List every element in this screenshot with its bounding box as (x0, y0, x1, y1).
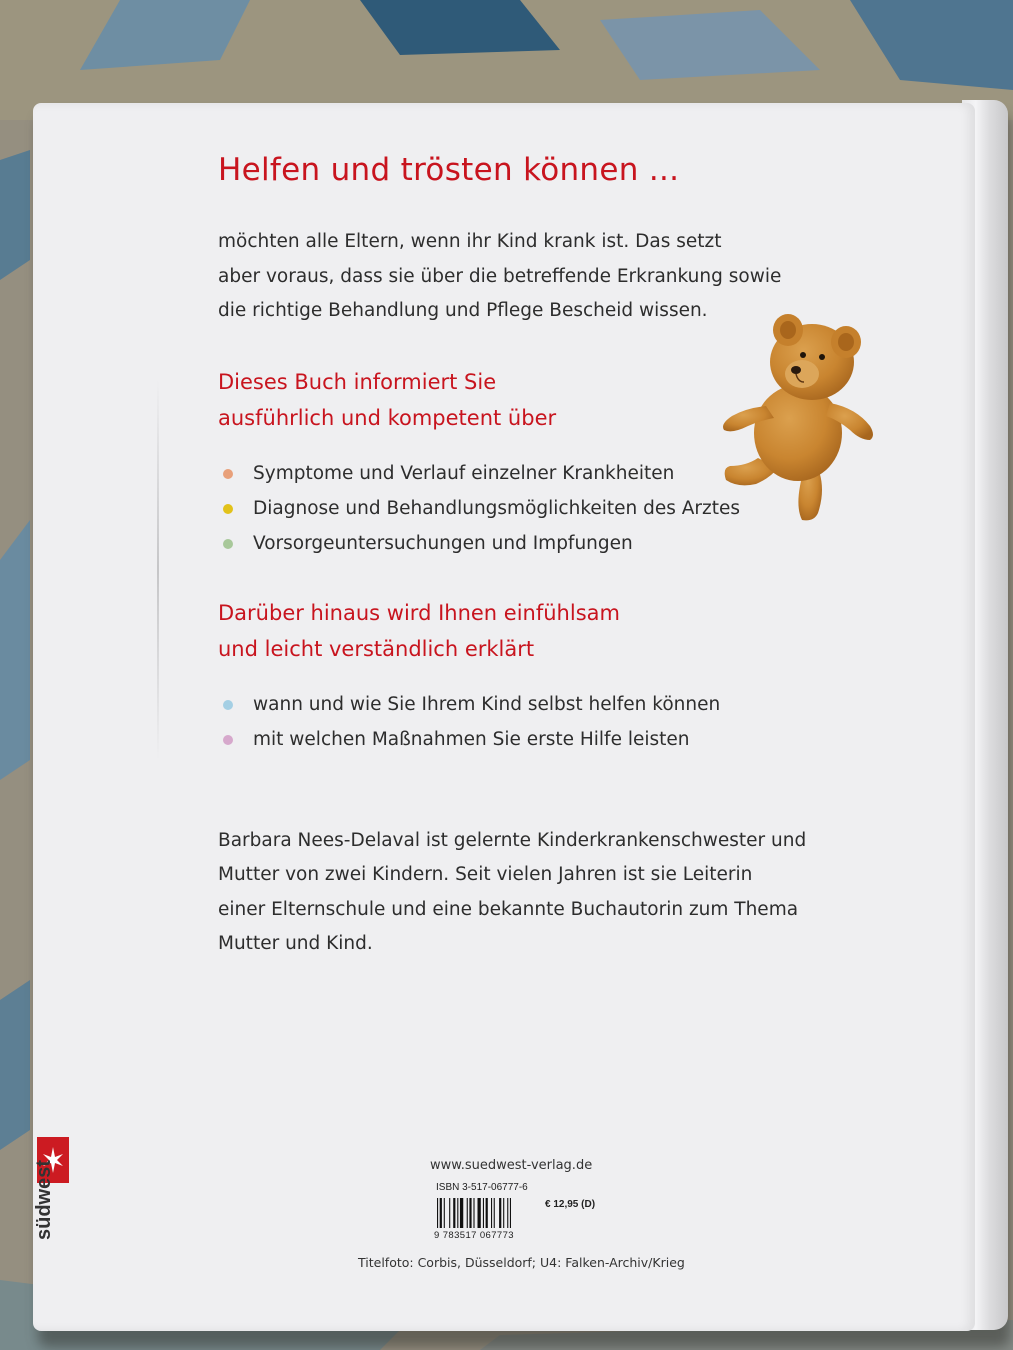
publisher-website: www.suedwest-verlag.de (430, 1158, 593, 1173)
list-item (218, 526, 740, 561)
bullet-dot (223, 504, 233, 514)
section1-heading: Dieses Buch informiert Sie (218, 370, 497, 394)
list-item-text: Diagnose und Behandlungsmöglichkeiten des Arztes (253, 498, 741, 519)
section1-heading: ausführlich und kompetent über (218, 406, 557, 430)
barcode (437, 1198, 541, 1228)
author-bio-line: Mutter und Kind. (218, 933, 373, 954)
list-item (218, 456, 740, 491)
list-item (218, 687, 720, 722)
list-item-text: Vorsorgeuntersuchungen und Impfungen (253, 533, 633, 554)
list-item-text: mit welchen Maßnahmen Sie erste Hilfe leisten (253, 729, 690, 750)
bullet-dot (223, 539, 233, 549)
cover-crease (157, 380, 159, 760)
photo-credits: Titelfoto: Corbis, Düsseldorf; U4: Falken-Archiv/Krieg (358, 1255, 685, 1270)
list-item-text: wann und wie Sie Ihrem Kind selbst helfen können (253, 694, 721, 715)
section2-heading: Darüber hinaus wird Ihnen einfühlsam (218, 601, 620, 625)
author-bio-line: Barbara Nees-Delaval ist gelernte Kinderkrankenschwester und (218, 830, 807, 851)
intro-line: die richtige Behandlung und Pflege Bescheid wissen. (218, 300, 708, 321)
isbn: ISBN 3-517-06777-6 (436, 1182, 528, 1193)
bullet-dot (223, 469, 233, 479)
section2-heading: und leicht verständlich erklärt (218, 637, 535, 661)
section2-list (218, 687, 720, 757)
section1-list (218, 456, 740, 561)
list-item-text: Symptome und Verlauf einzelner Krankheiten (253, 463, 675, 484)
author-bio-line: einer Elternschule und eine bekannte Buchautorin zum Thema (218, 899, 799, 920)
intro-line: aber voraus, dass sie über die betreffende Erkrankung sowie (218, 266, 782, 287)
headline: Helfen und trösten können ... (218, 152, 680, 188)
author-bio-line: Mutter von zwei Kindern. Seit vielen Jahren ist sie Leiterin (218, 864, 753, 885)
bullet-dot (223, 735, 233, 745)
price: € 12,95 (D) (545, 1199, 596, 1210)
barcode-digits: 9 783517 067773 (434, 1230, 514, 1241)
bullet-dot (223, 700, 233, 710)
teddy-bear-image (718, 308, 900, 526)
publisher-logo-text: südwest (33, 1159, 55, 1240)
list-item (218, 722, 720, 757)
intro-line: möchten alle Eltern, wenn ihr Kind krank ist. Das setzt (218, 231, 722, 252)
list-item (218, 491, 740, 526)
